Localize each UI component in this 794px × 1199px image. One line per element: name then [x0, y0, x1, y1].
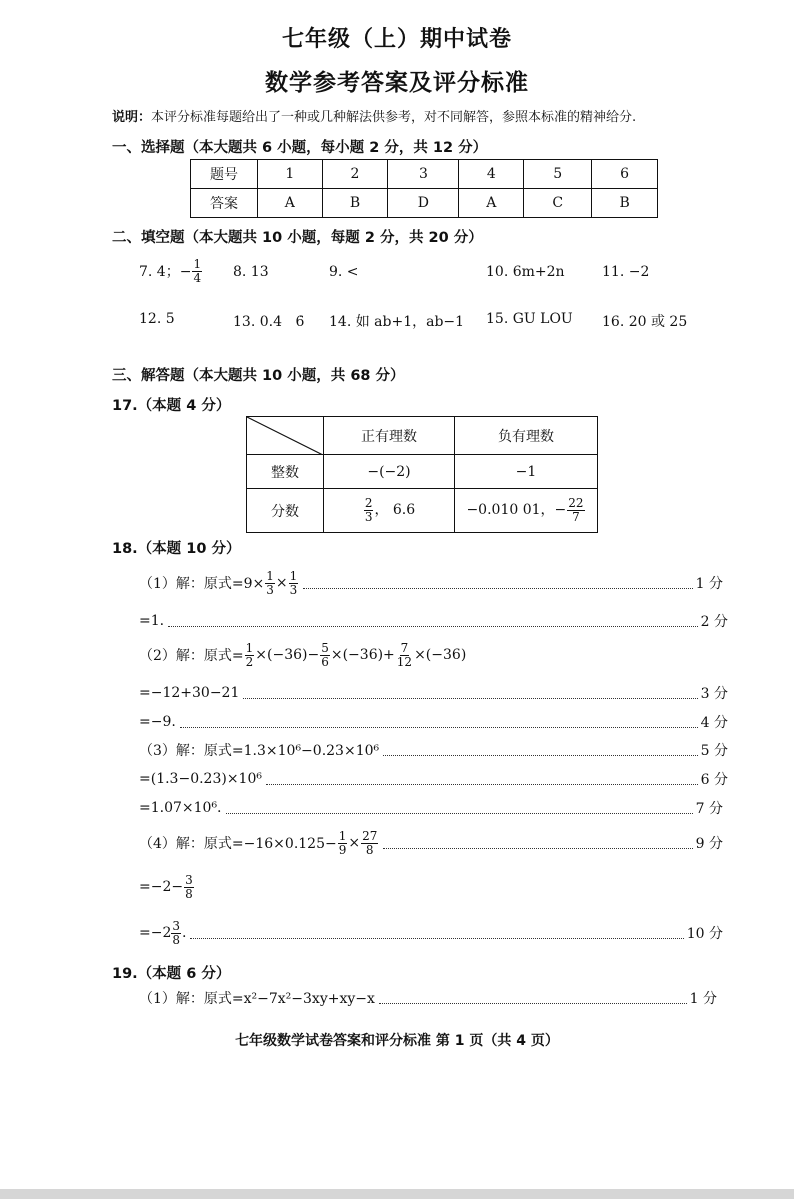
fill-answer-8: 8. 13 — [233, 264, 269, 280]
leader-dots — [243, 688, 697, 699]
choice-number: 6 — [592, 160, 658, 189]
negative-fraction — [567, 497, 584, 523]
page-footer: 七年级数学试卷答案和评分标准 第 1 页（共 4 页） — [235, 1033, 559, 1049]
positive-fraction — [364, 497, 374, 523]
fill-answer-14: 14. 如 ab+1，ab−1 — [329, 314, 465, 330]
q19-title: 19.（本题 6 分） — [112, 966, 231, 982]
step-text: =1. — [139, 613, 165, 629]
q17-title: 17.（本题 4 分） — [112, 398, 231, 414]
frac-den: 3 — [364, 510, 373, 524]
leader-dots — [383, 838, 692, 849]
q18-step-1: （1）解：原式=9× $\frac{1}{3}$ × $\frac{1}{3}$ 1 分 — [139, 569, 723, 597]
row-integer-header: 整数 — [247, 455, 324, 489]
step-text: =−9. — [139, 714, 176, 730]
leader-dots — [383, 745, 698, 756]
answer-key-title: 数学参考答案及评分标准 — [265, 70, 529, 96]
choice-answer: B — [592, 189, 658, 218]
step-score: 5 分 — [700, 743, 728, 759]
fill-answer-9: 9. < — [329, 264, 359, 280]
col-positive-header: 正有理数 — [324, 417, 455, 455]
step-text: （1）解：原式=9× — [139, 576, 265, 593]
fill-answer-11: 11. −2 — [602, 264, 650, 280]
step-score: 1 分 — [689, 991, 717, 1007]
choice-number: 5 — [524, 160, 592, 189]
row-label-answer: 答案 — [191, 189, 258, 218]
choice-number: 4 — [459, 160, 524, 189]
row-label-number: 题号 — [191, 160, 258, 189]
fill-answer-16: 16. 20 或 25 — [602, 314, 688, 330]
instructions-note — [112, 106, 636, 125]
q18-step-9: =−2− $\frac{3}{8}$ — [139, 873, 193, 901]
rational-classification-table — [246, 416, 598, 533]
frac-num: 2 — [364, 496, 373, 511]
step-score: 9 分 — [695, 836, 723, 853]
diagonal-line — [247, 417, 323, 455]
step-score: 1 分 — [695, 576, 723, 593]
positive-fraction-cell — [324, 489, 455, 533]
fill-answer-10: 10. 6m+2n — [486, 264, 565, 280]
q18-step-3 — [139, 683, 728, 703]
col-negative-header: 负有理数 — [455, 417, 598, 455]
q7-fraction — [192, 258, 202, 284]
step-score: 7 分 — [695, 801, 723, 817]
positive-fraction-rest: ， 6.6 — [374, 502, 416, 519]
fill-answer-13: 13. 0.4ﾠ6̇ — [233, 314, 305, 330]
step-score: 10 分 — [686, 926, 723, 943]
q18-step-2 — [139, 611, 728, 631]
leader-dots — [190, 928, 683, 939]
leader-dots — [303, 578, 692, 589]
leader-dots — [226, 803, 693, 814]
negative-fraction-cell — [455, 489, 598, 533]
fill-answer-15: 15. GU LOU — [486, 311, 573, 327]
choice-answer: D — [388, 189, 459, 218]
step-text: （3）解：原式=1.3×10⁶−0.23×10⁶ — [139, 743, 380, 759]
q18-step-7 — [139, 798, 723, 818]
section3-title: 三、解答题（本大题共 10 小题，共 68 分） — [112, 368, 405, 384]
step-score: 2 分 — [700, 614, 728, 630]
leader-dots — [180, 717, 698, 728]
step-text: =1.07×10⁶. — [139, 800, 222, 816]
note-label: 说明： — [112, 110, 152, 125]
note-text: 本评分标准每题给出了一种或几种解法供参考，对不同解答，参照本标准的精神给分. — [151, 110, 637, 125]
step-text: =−2 — [139, 925, 172, 942]
step-score: 3 分 — [700, 686, 728, 702]
q7-frac-den: 4 — [193, 270, 202, 285]
step-text: =−12+30−21 — [139, 685, 240, 701]
fill-answer-12: 12. 5 — [139, 311, 175, 327]
choice-number: 3 — [388, 160, 459, 189]
choice-answer: C — [524, 189, 592, 218]
step-text: =(1.3−0.23)×10⁶ — [139, 771, 262, 787]
step-text: （4）解：原式=−16×0.125− — [139, 836, 337, 853]
q18-step-5 — [139, 740, 728, 760]
q19-step-1 — [139, 988, 717, 1008]
step-text: =−2− — [139, 879, 184, 896]
choice-number: 2 — [322, 160, 388, 189]
step-text: （2）解：原式= — [139, 648, 244, 665]
step-text: （1）解：原式=x²−7x²−3xy+xy−x — [139, 991, 375, 1007]
q18-step-4 — [139, 712, 728, 732]
choice-answer: A — [258, 189, 323, 218]
fill-answer-7 — [139, 258, 203, 284]
q7-frac-num: 1 — [193, 257, 202, 271]
q7-text: 7. 4；− — [139, 264, 192, 281]
diagonal-header-cell — [247, 417, 324, 455]
choice-number: 1 — [258, 160, 323, 189]
q18-step-10: =−2 $\frac{3}{8}$ . 10 分 — [139, 919, 723, 947]
choice-answer: A — [459, 189, 524, 218]
leader-dots — [266, 774, 698, 785]
row-fraction-header: 分数 — [247, 489, 324, 533]
leader-dots — [168, 616, 698, 627]
exam-title: 七年级（上）期中试卷 — [281, 27, 512, 52]
step-score: 6 分 — [700, 772, 728, 788]
frac-num: 22 — [568, 496, 584, 511]
negative-fraction-prefix: −0.010 01，− — [466, 502, 567, 519]
step-score: 4 分 — [700, 715, 728, 731]
section1-title: 一、选择题（本大题共 6 小题，每小题 2 分，共 12 分） — [112, 140, 488, 156]
q18-part2-line: （2）解：原式= $\frac{1}{2}$ ×(−36)− $\frac{5}{6}$ ×(−36)+ $\frac{7}{12}$ ×(−36) — [139, 641, 467, 669]
choice-answer: B — [322, 189, 388, 218]
q18-title: 18.（本题 10 分） — [112, 541, 241, 557]
frac-den: 7 — [572, 510, 580, 524]
bottom-scroll-edge — [0, 1189, 794, 1199]
positive-integer-cell: −(−2) — [324, 455, 455, 489]
leader-dots — [379, 993, 687, 1004]
q18-step-8: （4）解：原式=−16×0.125− $\frac{1}{9}$ × $\frac{27}{8}$ 9 分 — [139, 829, 723, 857]
q18-step-6 — [139, 769, 728, 789]
section2-title: 二、填空题（本大题共 10 小题，每题 2 分，共 20 分） — [112, 230, 483, 246]
negative-integer-cell: −1 — [455, 455, 598, 489]
choice-answer-table — [190, 159, 658, 218]
